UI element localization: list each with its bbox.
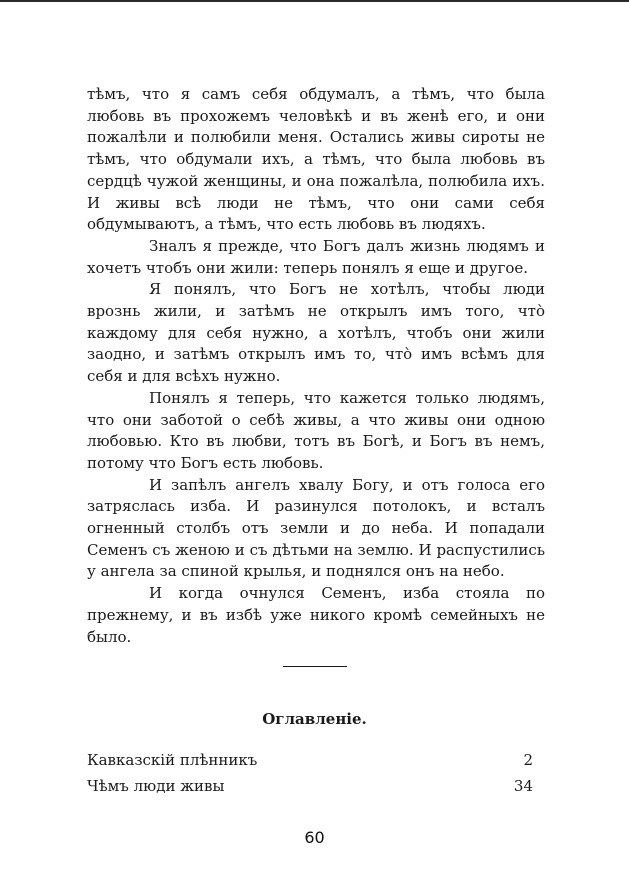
paragraph-4: Понялъ я теперь, что кажется только людямъ, что они заботой о себѣ живы, а что живы они одною любовью. Кто въ любви, тотъ въ Богѣ, и Богъ въ немъ, потому что Богъ есть любовь. <box>87 388 545 472</box>
table-of-contents <box>87 749 533 801</box>
toc-entry-page: 2 <box>523 751 533 769</box>
page-number: 60 <box>304 828 325 847</box>
top-border-rule <box>0 0 629 2</box>
section-divider <box>283 666 347 667</box>
toc-entry-title: Чѣмъ люди живы <box>87 777 225 795</box>
paragraph-1: тѣмъ, что я самъ себя обдумалъ, а тѣмъ, что была любовь въ прохожемъ человѣкѣ и въ женѣ его, и они пожалѣли и полюбили меня. Остались живы сироты не тѣмъ, что обдумали ихъ, а тѣмъ, что была любовь въ сердцѣ чужой женщины, и она пожалѣла, полюбила ихъ. И живы всѣ люди не тѣмъ, что они сами себя обдумываютъ, а тѣмъ, что есть любовь въ людяхъ. <box>87 85 545 234</box>
paragraph-6: И когда очнулся Семенъ, изба стояла по прежнему, и въ избѣ уже никого кромѣ семейныхъ не было. <box>87 584 545 646</box>
paragraph-3: Я понялъ, что Богъ не хотѣлъ, чтобы люди врознь жили, и затѣмъ не открылъ имъ того, что̀ каждому для себя нужно, а хотѣлъ, чтобъ они жили заодно, и затѣмъ открылъ имъ то, что̀ имъ всѣмъ для себя и для всѣхъ нужно. <box>87 280 545 386</box>
paragraph-5: И запѣлъ ангелъ хвалу Богу, и отъ голоса его затряслась изба. И разинулся потолокъ, и всталъ огненный столбъ отъ земли и до неба. И попадали Семенъ съ женою и съ дѣтьми на землю. И распустились у ангела за спиной крылья, и поднялся онъ на небо. <box>87 475 545 581</box>
toc-entry <box>87 775 533 801</box>
story-text <box>87 84 545 648</box>
toc-entry <box>87 749 533 775</box>
paragraph-2: Зналъ я прежде, что Богъ далъ жизнь людямъ и хочетъ чтобъ они жили: теперь понялъ я еще и другое. <box>87 236 545 277</box>
toc-title: Оглавленіе. <box>262 710 367 728</box>
toc-entry-title: Кавказскій плѣнникъ <box>87 751 258 769</box>
toc-entry-page: 34 <box>513 777 533 795</box>
